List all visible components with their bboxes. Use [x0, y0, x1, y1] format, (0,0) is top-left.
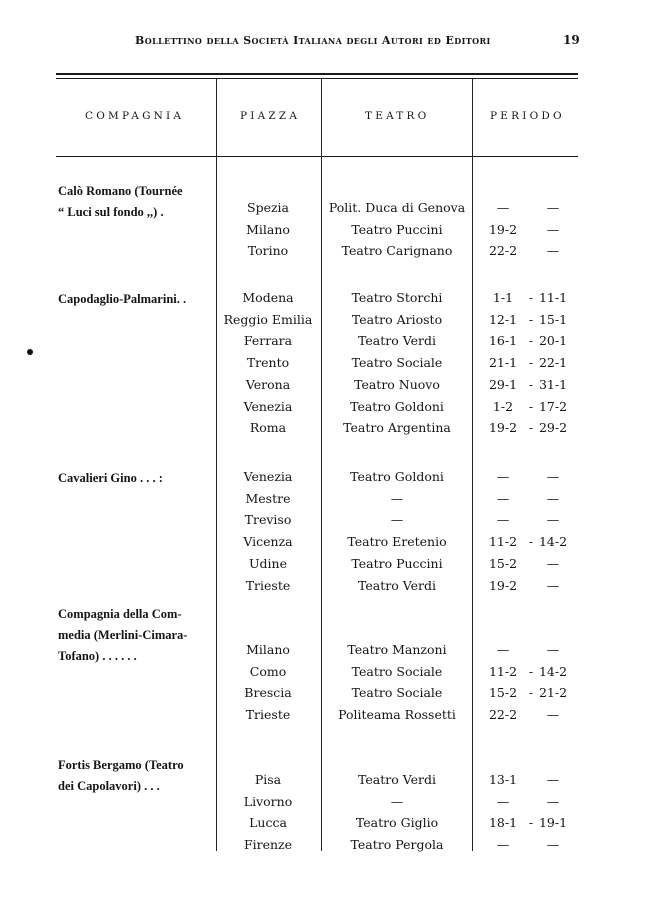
- piazza-cell: Treviso: [244, 512, 292, 527]
- piazza-cell: Firenze: [243, 837, 293, 852]
- period-end-cell: —: [546, 707, 560, 722]
- teatro-cell: Teatro Goldoni: [350, 469, 444, 484]
- period-start-cell: 29-1: [488, 377, 518, 392]
- period-end-cell: 21-2: [538, 685, 568, 700]
- period-start-cell: —: [496, 200, 510, 215]
- period-end-cell: —: [546, 642, 560, 657]
- period-start-cell: —: [496, 837, 510, 852]
- period-start-cell: 1-2: [492, 399, 514, 414]
- period-start-cell: —: [496, 512, 510, 527]
- teatro-cell: Teatro Pergola: [350, 837, 444, 852]
- period-start-cell: 16-1: [488, 333, 518, 348]
- column-header-periodo: PERIODO: [490, 110, 565, 122]
- period-start-cell: 19-2: [488, 222, 518, 237]
- period-separator: -: [528, 355, 534, 370]
- period-end-cell: —: [546, 794, 560, 809]
- column-header-teatro: TEATRO: [365, 110, 430, 122]
- period-end-cell: —: [546, 200, 560, 215]
- teatro-cell: Teatro Argentina: [343, 420, 451, 435]
- piazza-cell: Verona: [245, 377, 291, 392]
- period-start-cell: 11-2: [488, 664, 518, 679]
- teatro-cell: Teatro Manzoni: [347, 642, 447, 657]
- teatro-cell: Teatro Goldoni: [350, 399, 444, 414]
- column-header-compagnia: COMPAGNIA: [85, 110, 185, 122]
- column-divider: [472, 79, 473, 851]
- column-divider: [321, 79, 322, 851]
- period-start-cell: 11-2: [488, 534, 518, 549]
- piazza-cell: Livorno: [243, 794, 293, 809]
- period-end-cell: 31-1: [538, 377, 568, 392]
- company-name: Cavalieri Gino . . . :: [58, 471, 163, 485]
- company-name: Fortis Bergamo (Teatro: [58, 758, 184, 772]
- teatro-cell: Teatro Puccini: [351, 556, 443, 571]
- piazza-cell: Como: [249, 664, 287, 679]
- period-end-cell: 14-2: [538, 534, 568, 549]
- company-name: “ Luci sul fondo ,,) .: [58, 205, 164, 219]
- piazza-cell: Brescia: [244, 685, 292, 700]
- period-start-cell: 22-2: [488, 243, 518, 258]
- period-end-cell: —: [546, 222, 560, 237]
- piazza-cell: Pisa: [254, 772, 282, 787]
- period-end-cell: —: [546, 512, 560, 527]
- piazza-cell: Trento: [246, 355, 290, 370]
- period-separator: -: [528, 815, 534, 830]
- period-end-cell: 22-1: [538, 355, 568, 370]
- period-end-cell: 17-2: [538, 399, 568, 414]
- teatro-cell: Teatro Sociale: [351, 355, 443, 370]
- journal-title: Bollettino della Società Italiana degli Autori ed Editori: [135, 34, 491, 47]
- column-divider: [216, 79, 217, 851]
- period-separator: -: [528, 420, 534, 435]
- period-start-cell: 15-2: [488, 685, 518, 700]
- teatro-cell: Teatro Carignano: [341, 243, 453, 258]
- teatro-cell: Teatro Nuovo: [354, 377, 440, 392]
- teatro-cell: Teatro Giglio: [355, 815, 439, 830]
- teatro-cell: Teatro Eretenio: [347, 534, 447, 549]
- piazza-cell: Ferrara: [243, 333, 293, 348]
- period-start-cell: 18-1: [488, 815, 518, 830]
- company-name: Capodaglio-Palmarini. .: [58, 292, 187, 306]
- piazza-cell: Milano: [246, 642, 290, 657]
- piazza-cell: Vicenza: [243, 534, 293, 549]
- piazza-cell: Mestre: [245, 491, 291, 506]
- teatro-cell: Teatro Verdi: [358, 333, 436, 348]
- period-start-cell: —: [496, 642, 510, 657]
- company-name: dei Capolavori) . . .: [58, 779, 160, 793]
- period-end-cell: 11-1: [538, 290, 568, 305]
- period-end-cell: —: [546, 556, 560, 571]
- teatro-cell: Teatro Sociale: [351, 664, 443, 679]
- period-end-cell: 19-1: [538, 815, 568, 830]
- page-header: [0, 34, 649, 54]
- piazza-cell: Modena: [242, 290, 294, 305]
- teatro-cell: —: [390, 491, 404, 506]
- period-end-cell: —: [546, 837, 560, 852]
- period-start-cell: 15-2: [488, 556, 518, 571]
- teatro-cell: Teatro Storchi: [351, 290, 443, 305]
- teatro-cell: Politeama Rossetti: [338, 707, 456, 722]
- period-separator: -: [528, 685, 534, 700]
- top-rule-thin: [56, 78, 578, 79]
- period-separator: -: [528, 312, 534, 327]
- piazza-cell: Spezia: [247, 200, 289, 215]
- top-rule-thick: [56, 73, 578, 75]
- piazza-cell: Venezia: [243, 399, 293, 414]
- period-end-cell: 14-2: [538, 664, 568, 679]
- period-start-cell: —: [496, 794, 510, 809]
- period-start-cell: 19-2: [488, 420, 518, 435]
- period-start-cell: 19-2: [488, 578, 518, 593]
- teatro-cell: Teatro Verdi: [358, 578, 436, 593]
- piazza-cell: Torino: [247, 243, 289, 258]
- company-name: Tofano) . . . . . .: [58, 649, 137, 663]
- piazza-cell: Udine: [249, 556, 287, 571]
- teatro-cell: —: [390, 512, 404, 527]
- period-start-cell: —: [496, 491, 510, 506]
- period-end-cell: 15-1: [538, 312, 568, 327]
- column-header-piazza: PIAZZA: [240, 110, 301, 122]
- teatro-cell: —: [390, 794, 404, 809]
- period-start-cell: 22-2: [488, 707, 518, 722]
- period-separator: -: [528, 377, 534, 392]
- period-end-cell: —: [546, 243, 560, 258]
- period-start-cell: 21-1: [488, 355, 518, 370]
- period-end-cell: —: [546, 491, 560, 506]
- period-end-cell: —: [546, 469, 560, 484]
- period-start-cell: —: [496, 469, 510, 484]
- piazza-cell: Lucca: [249, 815, 287, 830]
- period-end-cell: 29-2: [538, 420, 568, 435]
- teatro-cell: Teatro Ariosto: [351, 312, 443, 327]
- company-name: Compagnia della Com-: [58, 607, 182, 621]
- page-number: 19: [563, 33, 580, 47]
- piazza-cell: Reggio Emilia: [223, 312, 313, 327]
- teatro-cell: Teatro Verdi: [358, 772, 436, 787]
- header-bottom-rule: [56, 156, 578, 157]
- piazza-cell: Roma: [249, 420, 287, 435]
- teatro-cell: Teatro Sociale: [351, 685, 443, 700]
- period-separator: -: [528, 664, 534, 679]
- margin-dot: [27, 349, 33, 355]
- teatro-cell: Polit. Duca di Genova: [328, 200, 466, 215]
- company-name: media (Merlini-Cimara-: [58, 628, 188, 642]
- piazza-cell: Milano: [246, 222, 290, 237]
- period-separator: -: [528, 399, 534, 414]
- company-name: Calò Romano (Tournée: [58, 184, 183, 198]
- period-start-cell: 12-1: [488, 312, 518, 327]
- period-separator: -: [528, 534, 534, 549]
- piazza-cell: Venezia: [243, 469, 293, 484]
- period-separator: -: [528, 290, 534, 305]
- period-end-cell: —: [546, 578, 560, 593]
- period-end-cell: —: [546, 772, 560, 787]
- period-separator: -: [528, 333, 534, 348]
- teatro-cell: Teatro Puccini: [351, 222, 443, 237]
- period-start-cell: 13-1: [488, 772, 518, 787]
- period-start-cell: 1-1: [492, 290, 514, 305]
- piazza-cell: Trieste: [245, 707, 291, 722]
- piazza-cell: Trieste: [245, 578, 291, 593]
- period-end-cell: 20-1: [538, 333, 568, 348]
